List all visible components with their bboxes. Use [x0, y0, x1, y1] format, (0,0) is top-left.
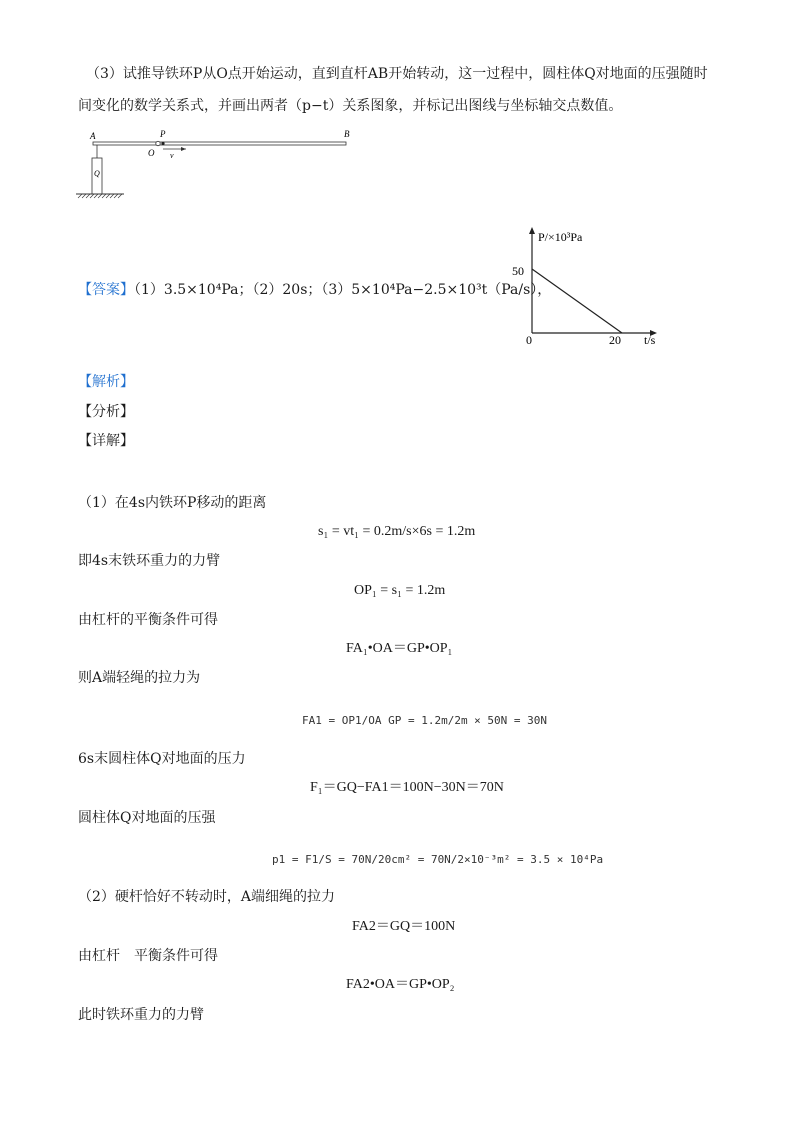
origin-label: 0: [526, 333, 532, 347]
y-axis-arrowhead: [529, 227, 535, 234]
x-tick-label-20: 20: [609, 333, 621, 347]
figure-label-b: B: [344, 129, 350, 139]
figure-label-v: v: [170, 151, 174, 160]
pivot-o: [161, 142, 164, 145]
answer-line: [78, 281, 551, 299]
step8-eq: FA2•OA＝GP•OP₂: [346, 977, 455, 992]
y-axis-label: P/×10³Pa: [538, 230, 583, 244]
step6-eq: p1 = F1/S = 70N/20cm² = 70N/2×10⁻³m² = 3.5 × 10⁴Pa: [272, 853, 604, 866]
jiexi-header: 【解析】: [78, 374, 134, 390]
step5-intro: 6s末圆柱体Q对地面的压力: [78, 751, 246, 767]
series-line: [532, 269, 622, 333]
lever-figure: [72, 126, 362, 201]
step8-intro: 由杠杆 平衡条件可得: [78, 948, 218, 964]
p-t-chart: [512, 223, 662, 348]
ring-p: [156, 141, 160, 145]
x-axis-label: t/s: [644, 333, 656, 347]
step1-eq: s₁ = vt₁ = 0.2m/s×6s = 1.2m: [318, 524, 476, 539]
step4-intro: 则A端轻绳的拉力为: [78, 670, 201, 686]
step3-eq: FA₁•OA＝GP•OP₁: [346, 641, 453, 656]
rod-ab: [93, 142, 346, 145]
step2-eq: OP₁ = s₁ = 1.2m: [354, 583, 446, 598]
y-tick-label-50: 50: [512, 264, 524, 278]
fenxi-header: 【分析】: [78, 404, 134, 420]
question-line-1: （3）试推导铁环P从O点开始运动，直到直杆AB开始转动，这一过程中，圆柱体Q对地面的压强随时: [86, 66, 708, 82]
step7-eq: FA2＝GQ＝100N: [352, 919, 456, 934]
figure-label-p: P: [160, 129, 166, 139]
xiangjie-header: 【详解】: [78, 433, 134, 449]
step2-intro: 即4s末铁环重力的力臂: [78, 553, 221, 569]
step7-intro: （2）硬杆恰好不转动时，A端细绳的拉力: [78, 889, 336, 905]
answer-text: （1）3.5×10⁴Pa；（2）20s；（3）5×10⁴Pa−2.5×10³t（Pa/s），: [134, 282, 552, 298]
ground-hatch: [78, 194, 122, 198]
step5-eq: F₁＝GQ−FA1＝100N−30N＝70N: [310, 780, 504, 795]
step3-intro: 由杠杆的平衡条件可得: [78, 612, 218, 628]
velocity-arrowhead: [181, 147, 186, 151]
step6-intro: 圆柱体Q对地面的压强: [78, 810, 216, 826]
step4-eq: FA1 = OP1/OA GP = 1.2m/2m × 50N = 30N: [302, 714, 548, 727]
step1-intro: （1）在4s内铁环P移动的距离: [78, 495, 267, 511]
question-line-2: 间变化的数学关系式，并画出两者（p−t）关系图象，并标记出图线与坐标轴交点数值。: [78, 98, 623, 114]
figure-label-o: O: [148, 148, 155, 158]
answer-tag: 【答案】: [78, 282, 134, 298]
figure-label-a: A: [90, 131, 96, 141]
figure-label-q: Q: [94, 169, 100, 178]
step9-intro: 此时铁环重力的力臂: [78, 1007, 204, 1023]
